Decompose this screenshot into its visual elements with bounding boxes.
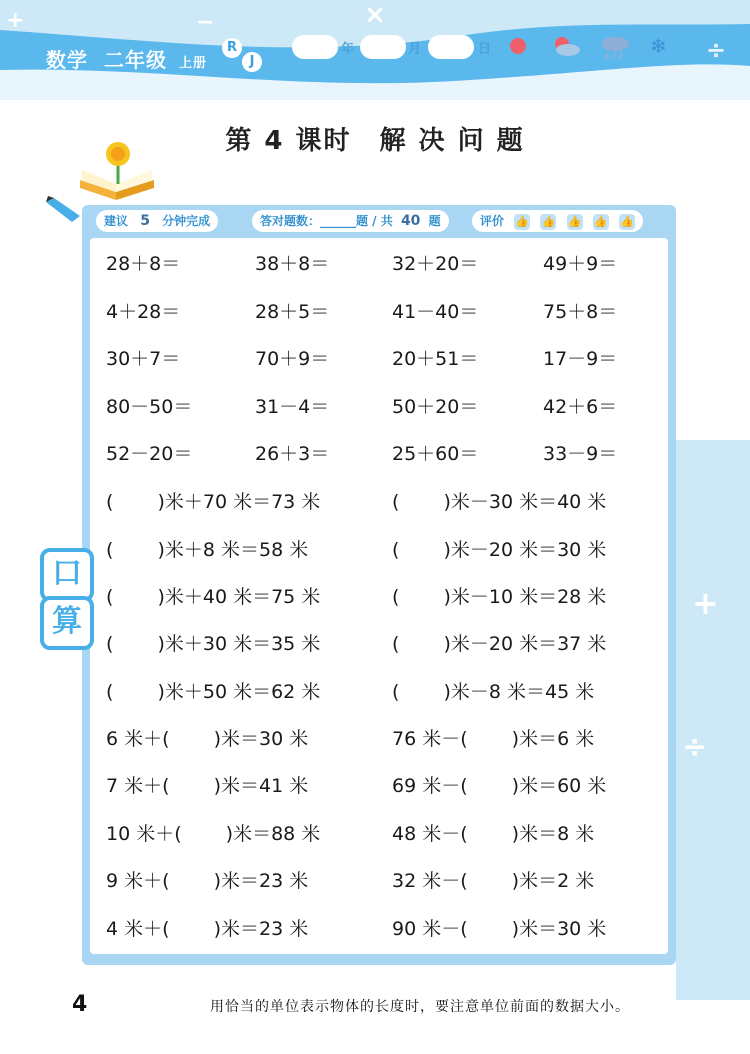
side-decoration [676,440,750,1000]
problem[interactable]: 52－20＝ [106,443,193,465]
problem[interactable]: 28＋8＝ [106,253,181,275]
sun-icon[interactable] [506,34,530,58]
volume-label: 上册 [178,56,207,71]
thumb-icon[interactable]: 👍 [515,214,530,228]
problem[interactable]: 26＋3＝ [255,443,330,465]
snowflake-icon[interactable]: ❄ [650,34,667,58]
month-label: 月 [408,42,422,57]
day-label: 日 [478,42,492,57]
correct-suffix: 题 [428,214,441,228]
book-title [46,44,207,73]
side-label-suan: 算 [40,596,94,650]
correct-prefix: 答对题数：______题 / 共 [260,214,393,228]
divide-decoration-right: ÷ [682,730,708,765]
problem[interactable]: 17－9＝ [543,348,618,370]
plus-decoration-right: + [692,584,719,622]
problem[interactable]: 80－50＝ [106,396,193,418]
footer-tip: 用恰当的单位表示物体的长度时，要注意单位前面的数据大小。 [210,999,630,1015]
edition-r-badge: R [222,38,242,58]
problem[interactable]: ( )米＋40 米＝75 米 [106,586,321,608]
problem[interactable]: 6 米＋( )米＝30 米 [106,728,309,750]
problem[interactable]: ( )米－30 米＝40 米 [392,491,607,513]
thumb-icon[interactable]: 👍 [620,214,634,228]
problem[interactable]: 4 米＋( )米＝23 米 [106,918,309,940]
grade-label: 二年级 [103,48,167,72]
page-number: 4 [72,992,88,1017]
problem[interactable]: 31－4＝ [255,396,330,418]
year-label: 年 [341,42,355,57]
thumb-icon[interactable]: 👍 [567,214,582,228]
plus-decoration: + [6,8,25,33]
problem[interactable]: 42＋6＝ [543,396,618,418]
problem[interactable]: 38＋8＝ [255,253,330,275]
problem[interactable]: 41－40＝ [392,301,479,323]
total-count: 40 [400,213,421,229]
problem[interactable]: ( )米－10 米＝28 米 [392,586,607,608]
problem[interactable]: 25＋60＝ [392,443,479,465]
rating-pill [472,210,643,232]
suggested-time-pill [96,210,218,232]
minus-decoration: − [196,10,215,35]
problem[interactable]: 10 米＋( )米＝88 米 [106,823,321,845]
book-flower-icon [78,140,158,202]
times-decoration: × [364,0,386,30]
pencil-icon [44,196,84,226]
suggest-suffix: 分钟完成 [162,214,211,228]
problem[interactable]: 32 米－( )米＝2 米 [392,870,595,892]
month-field[interactable] [360,35,406,59]
sun-cloud-icon[interactable] [548,34,582,58]
rain-cloud-icon[interactable] [598,34,632,62]
thumb-icon[interactable]: 👍 [593,214,608,228]
problem[interactable]: 49＋9＝ [543,253,618,275]
divide-decoration: ÷ [706,36,727,64]
problem[interactable]: 48 米－( )米＝8 米 [392,823,595,845]
score-pill [252,210,449,232]
problem[interactable]: ( )米＋8 米＝58 米 [106,539,309,561]
problem[interactable]: 7 米＋( )米＝41 米 [106,775,309,797]
problem[interactable]: 50＋20＝ [392,396,479,418]
suggest-prefix: 建议 [104,214,129,228]
problem[interactable]: 20＋51＝ [392,348,479,370]
rating-label: 评价 [480,214,505,228]
subject-label: 数学 [46,48,88,72]
year-field[interactable] [292,35,338,59]
problem[interactable]: ( )米－8 米＝45 米 [392,681,595,703]
problem[interactable]: ( )米－20 米＝30 米 [392,539,607,561]
edition-j-badge: J [242,52,262,72]
problem[interactable]: 33－9＝ [543,443,618,465]
problem[interactable]: ( )米＋70 米＝73 米 [106,491,321,513]
problem[interactable]: 69 米－( )米＝60 米 [392,775,607,797]
thumb-icon[interactable]: 👍 [541,214,556,228]
problem[interactable]: 32＋20＝ [392,253,479,275]
problem[interactable]: 9 米＋( )米＝23 米 [106,870,309,892]
problem[interactable]: ( )米－20 米＝37 米 [392,633,607,655]
problem[interactable]: ( )米＋50 米＝62 米 [106,681,321,703]
problem[interactable]: 76 米－( )米＝6 米 [392,728,595,750]
problem[interactable]: ( )米＋30 米＝35 米 [106,633,321,655]
problem[interactable]: 30＋7＝ [106,348,181,370]
problem[interactable]: 70＋9＝ [255,348,330,370]
problem[interactable]: 90 米－( )米＝30 米 [392,918,607,940]
day-field[interactable] [428,35,474,59]
problem[interactable]: 28＋5＝ [255,301,330,323]
suggest-minutes: 5 [140,213,150,229]
side-label-kou: 口 [40,548,94,602]
problem[interactable]: 75＋8＝ [543,301,618,323]
lesson-title: 第 4 课时 解 决 问 题 [225,126,525,156]
problem[interactable]: 4＋28＝ [106,301,181,323]
